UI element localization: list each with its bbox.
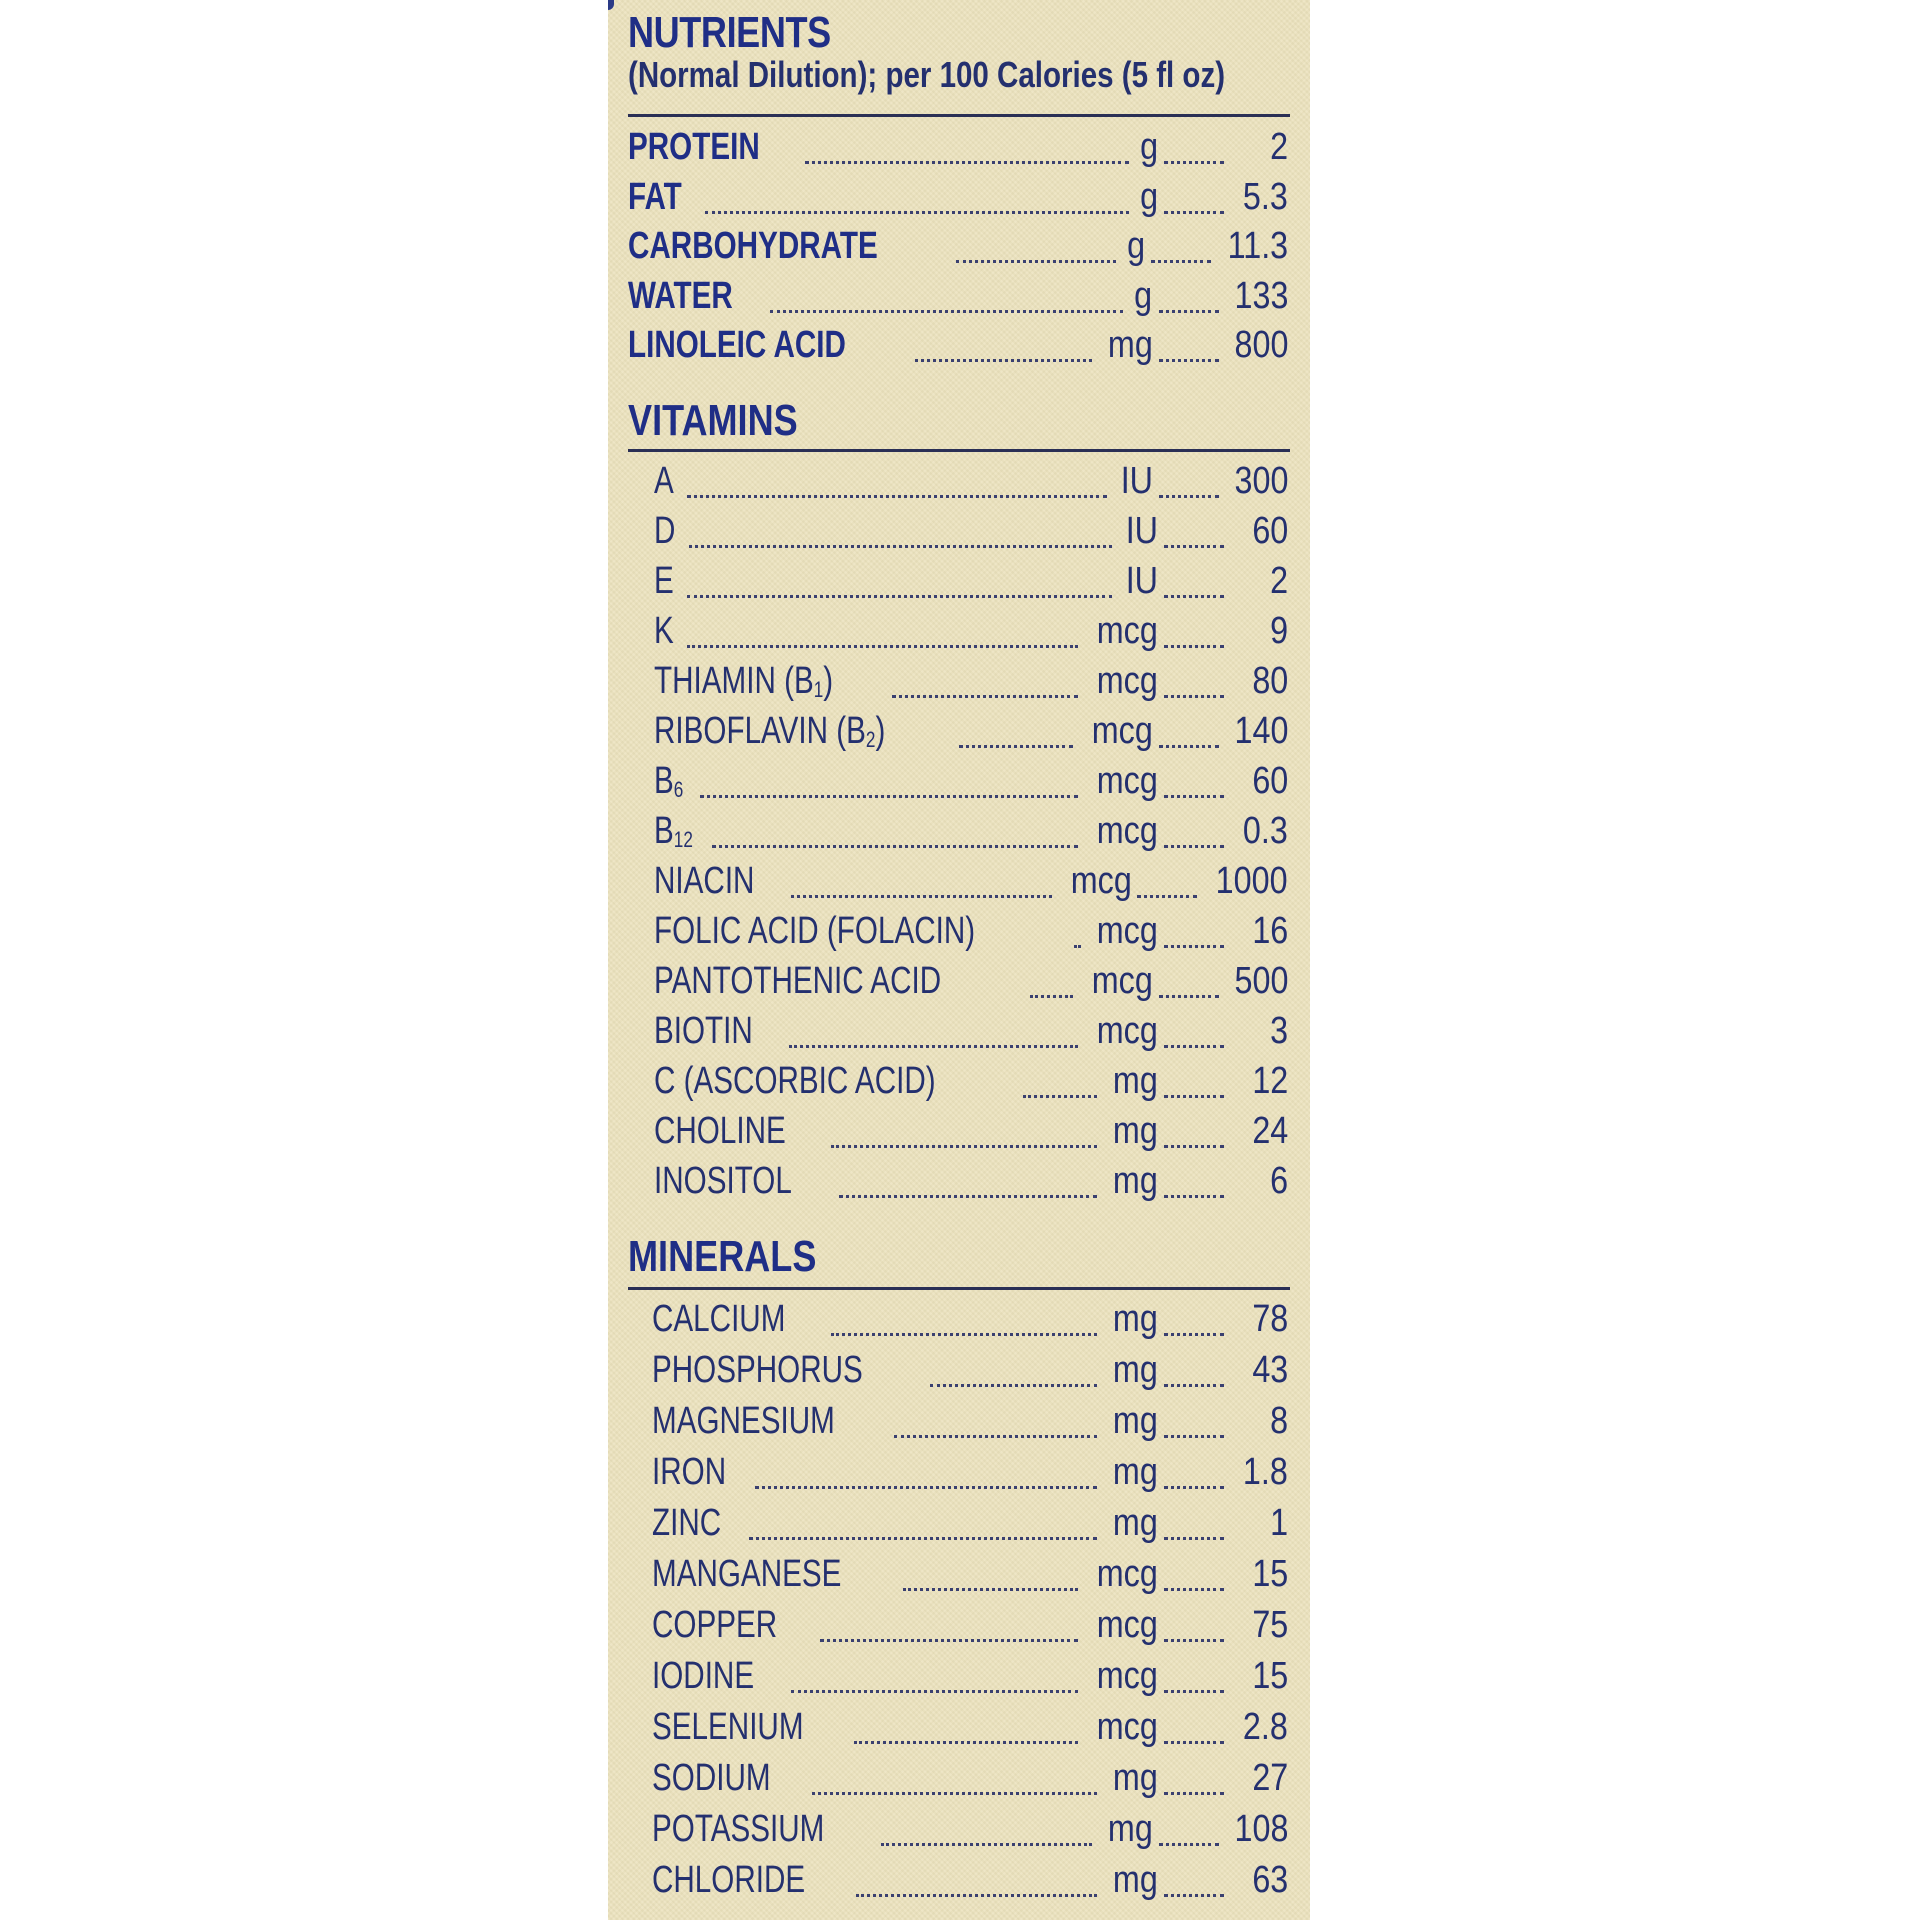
leader-dots (1164, 1894, 1224, 1897)
leader-dots (1164, 1435, 1224, 1438)
leader-dots (1164, 1333, 1224, 1336)
nutrient-name: C (ASCORBIC ACID) (654, 1060, 936, 1102)
unit-label: g (1134, 274, 1153, 317)
vitamin-row (608, 560, 1310, 610)
leader-dots (791, 1690, 1078, 1693)
unit-label: mg (1113, 1400, 1158, 1442)
unit-label: mg (1113, 1110, 1158, 1152)
unit-label: mcg (1091, 710, 1153, 752)
nutrient-name: POTASSIUM (652, 1808, 825, 1850)
leader-dots (959, 745, 1073, 748)
nutrient-value: 63 (1252, 1859, 1288, 1901)
nutrient-row (608, 275, 1310, 325)
unit-label: mg (1113, 1349, 1158, 1391)
leader-dots (687, 595, 1112, 598)
leader-dots (1164, 1045, 1224, 1048)
nutrient-row (608, 225, 1310, 275)
leader-dots (894, 1435, 1097, 1438)
nutrient-name: CARBOHYDRATE (628, 225, 878, 267)
leader-dots (930, 1384, 1097, 1387)
leader-dots (755, 1486, 1097, 1489)
unit-label: mg (1113, 1160, 1158, 1202)
leader-dots (712, 845, 1078, 848)
nutrient-name: D (654, 510, 676, 552)
nutrient-value: 5.3 (1243, 175, 1288, 218)
leader-dots (1151, 260, 1211, 263)
nutrient-name: LINOLEIC ACID (628, 324, 846, 366)
nutrition-panel (608, 0, 1310, 1920)
unit-label: mcg (1096, 1706, 1158, 1748)
leader-dots (854, 1741, 1078, 1744)
leader-dots (1159, 745, 1219, 748)
vitamin-row (608, 1160, 1310, 1210)
mineral-row (608, 1706, 1310, 1756)
nutrient-value: 11.3 (1227, 225, 1288, 267)
panel-title: NUTRIENTS (628, 8, 831, 57)
vitamin-row (608, 860, 1310, 910)
minerals-title: MINERALS (628, 1232, 817, 1281)
nutrient-value: 80 (1252, 660, 1288, 702)
leader-dots (1164, 1384, 1224, 1387)
nutrient-name: FAT (628, 175, 682, 218)
unit-label: mcg (1091, 960, 1153, 1002)
vitamin-row (608, 710, 1310, 760)
nutrient-name: E (654, 560, 674, 602)
unit-label: mg (1113, 1502, 1158, 1544)
leader-dots (831, 1145, 1097, 1148)
unit-label: mg (1113, 1859, 1158, 1901)
nutrient-value: 24 (1252, 1110, 1288, 1152)
nutrient-value: 60 (1252, 760, 1288, 802)
unit-label: mcg (1096, 1553, 1158, 1595)
vitamin-row (608, 910, 1310, 960)
unit-label: g (1126, 225, 1145, 267)
nutrient-name: CHLORIDE (652, 1859, 806, 1901)
unit-label: mg (1113, 1298, 1158, 1340)
leader-dots (856, 1894, 1097, 1897)
vitamin-row (608, 660, 1310, 710)
nutrient-value: 16 (1252, 910, 1288, 952)
nutrient-name: $B_{12}$ (654, 810, 693, 852)
leader-dots (1164, 1639, 1224, 1642)
unit-label: mcg (1070, 860, 1132, 902)
leader-dots (1164, 945, 1224, 948)
vitamins-title: VITAMINS (628, 396, 798, 445)
leader-dots (1159, 495, 1219, 498)
leader-dots (1159, 1843, 1219, 1846)
leader-dots (1159, 310, 1219, 313)
mineral-row (608, 1757, 1310, 1807)
nutrient-value: 2.8 (1243, 1706, 1288, 1748)
nutrient-name: NIACIN (654, 860, 755, 902)
leader-dots (749, 1537, 1098, 1540)
nutrient-name: THIAMIN $(B_1)$ (654, 660, 834, 702)
leader-dots (700, 795, 1079, 798)
leader-dots (1164, 595, 1224, 598)
corner-mark (608, 0, 614, 10)
nutrient-value: 15 (1252, 1655, 1288, 1697)
leader-dots (1164, 1195, 1224, 1198)
nutrient-value: 9 (1270, 610, 1288, 652)
leader-dots (831, 1333, 1097, 1336)
vitamin-row (608, 610, 1310, 660)
nutrient-name: IODINE (652, 1655, 755, 1697)
unit-label: mg (1107, 1808, 1153, 1850)
mineral-row (608, 1451, 1310, 1501)
unit-label: mcg (1096, 910, 1158, 952)
mineral-row (608, 1400, 1310, 1450)
leader-dots (820, 1639, 1078, 1642)
nutrient-name: WATER (628, 274, 733, 317)
vitamins-divider (628, 449, 1290, 452)
nutrient-value: 8 (1270, 1400, 1288, 1442)
vitamin-row (608, 810, 1310, 860)
unit-label: mcg (1096, 660, 1158, 702)
leader-dots (789, 1045, 1079, 1048)
leader-dots (1164, 645, 1224, 648)
nutrient-value: 3 (1270, 1010, 1288, 1052)
panel-subtitle: (Normal Dilution); per 100 Calories (5 fl oz) (628, 54, 1226, 95)
nutrient-value: 2 (1270, 126, 1288, 168)
nutrient-value: 12 (1252, 1060, 1288, 1102)
nutrient-value: 500 (1234, 960, 1288, 1002)
leader-dots (1164, 1588, 1224, 1591)
mineral-row (608, 1604, 1310, 1654)
leader-dots (805, 161, 1129, 164)
nutrient-value: 800 (1234, 324, 1288, 366)
unit-label: mcg (1096, 1604, 1158, 1646)
nutrient-name: MAGNESIUM (652, 1400, 835, 1442)
leader-dots (1164, 1690, 1224, 1693)
nutrient-value: 43 (1252, 1349, 1288, 1391)
vitamin-row (608, 460, 1310, 510)
mineral-row (608, 1859, 1310, 1909)
nutrient-value: 15 (1252, 1553, 1288, 1595)
mineral-row (608, 1655, 1310, 1705)
mineral-row (608, 1808, 1310, 1858)
nutrient-name: K (654, 610, 674, 652)
nutrient-value: 1 (1270, 1502, 1288, 1544)
nutrient-name: $B_6$ (654, 760, 684, 802)
leader-dots (881, 1843, 1092, 1846)
leader-dots (915, 359, 1091, 362)
unit-label: mg (1107, 324, 1153, 366)
leader-dots (1164, 1792, 1224, 1795)
leader-dots (1164, 1741, 1224, 1744)
nutrient-value: 1000 (1216, 860, 1288, 902)
leader-dots (892, 695, 1079, 698)
unit-label: IU (1125, 560, 1158, 602)
nutrient-name: CALCIUM (652, 1298, 786, 1340)
leader-dots (1164, 845, 1224, 848)
leader-dots (1074, 945, 1078, 948)
nutrient-row (608, 176, 1310, 226)
unit-label: mcg (1096, 810, 1158, 852)
nutrient-value: 2 (1270, 560, 1288, 602)
unit-label: g (1140, 175, 1158, 218)
mineral-row (608, 1502, 1310, 1552)
vitamin-row (608, 960, 1310, 1010)
nutrient-value: 108 (1234, 1808, 1288, 1850)
nutrient-value: 6 (1270, 1160, 1288, 1202)
nutrient-name: CHOLINE (654, 1110, 786, 1152)
leader-dots (791, 895, 1052, 898)
nutrient-name: IRON (652, 1451, 727, 1493)
header-divider (628, 114, 1290, 117)
nutrient-name: PHOSPHORUS (652, 1349, 863, 1391)
nutrient-name: BIOTIN (654, 1010, 753, 1052)
nutrient-name: SELENIUM (652, 1706, 804, 1748)
vitamin-row (608, 510, 1310, 560)
minerals-divider (628, 1287, 1290, 1290)
leader-dots (770, 310, 1123, 313)
nutrient-value: 0.3 (1243, 810, 1288, 852)
nutrient-name: SODIUM (652, 1757, 771, 1799)
nutrient-name: A (654, 460, 674, 502)
nutrient-name: PROTEIN (628, 126, 760, 168)
unit-label: mcg (1096, 1010, 1158, 1052)
nutrient-name: ZINC (652, 1502, 722, 1544)
leader-dots (689, 545, 1112, 548)
leader-dots (1164, 1145, 1224, 1148)
mineral-row (608, 1553, 1310, 1603)
leader-dots (1164, 211, 1224, 214)
leader-dots (1164, 1537, 1224, 1540)
leader-dots (1159, 359, 1219, 362)
leader-dots (903, 1588, 1078, 1591)
leader-dots (812, 1792, 1097, 1795)
unit-label: mcg (1096, 1655, 1158, 1697)
leader-dots (956, 260, 1116, 263)
vitamin-row (608, 760, 1310, 810)
unit-label: IU (1125, 510, 1158, 552)
nutrient-value: 78 (1252, 1298, 1288, 1340)
nutrient-name: MANGANESE (652, 1553, 842, 1595)
nutrient-name: INOSITOL (654, 1160, 792, 1202)
nutrient-value: 75 (1252, 1604, 1288, 1646)
leader-dots (1164, 1095, 1224, 1098)
nutrient-value: 27 (1252, 1757, 1288, 1799)
unit-label: mcg (1096, 610, 1158, 652)
leader-dots (839, 1195, 1098, 1198)
unit-label: mg (1113, 1757, 1158, 1799)
unit-label: g (1140, 126, 1158, 168)
vitamin-row (608, 1060, 1310, 1110)
leader-dots (1159, 995, 1219, 998)
mineral-row (608, 1298, 1310, 1348)
leader-dots (1023, 1095, 1097, 1098)
leader-dots (1030, 995, 1073, 998)
nutrient-value: 300 (1234, 460, 1288, 502)
nutrient-name: PANTOTHENIC ACID (654, 960, 942, 1002)
leader-dots (1164, 1486, 1224, 1489)
leader-dots (1164, 161, 1224, 164)
unit-label: IU (1120, 460, 1153, 502)
unit-label: mg (1113, 1451, 1158, 1493)
leader-dots (687, 495, 1106, 498)
leader-dots (1164, 545, 1224, 548)
leader-dots (687, 645, 1078, 648)
nutrient-name: RIBOFLAVIN $(B_2)$ (654, 710, 886, 752)
mineral-row (608, 1349, 1310, 1399)
nutrient-name: FOLIC ACID (FOLACIN) (654, 910, 976, 952)
nutrient-row (608, 126, 1310, 176)
leader-dots (705, 211, 1129, 214)
vitamin-row (608, 1110, 1310, 1160)
nutrient-name: COPPER (652, 1604, 778, 1646)
vitamin-row (608, 1010, 1310, 1060)
leader-dots (1164, 795, 1224, 798)
nutrient-value: 133 (1234, 274, 1288, 317)
leader-dots (1137, 895, 1197, 898)
nutrient-value: 1.8 (1243, 1451, 1288, 1493)
nutrient-value: 140 (1234, 710, 1288, 752)
nutrient-row (608, 324, 1310, 374)
unit-label: mg (1113, 1060, 1158, 1102)
nutrient-value: 60 (1252, 510, 1288, 552)
leader-dots (1164, 695, 1224, 698)
unit-label: mcg (1096, 760, 1158, 802)
